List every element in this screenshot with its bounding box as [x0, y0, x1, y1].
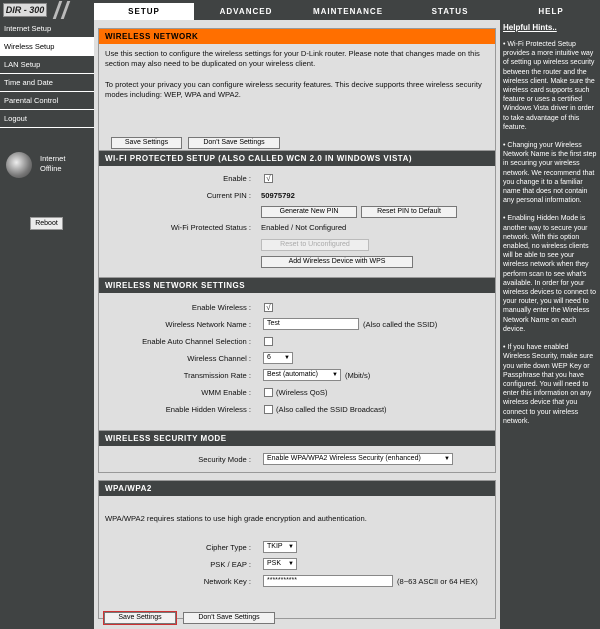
sidebar: [0, 20, 94, 629]
auto-channel-checkbox[interactable]: [264, 337, 273, 346]
current-pin-value: 50975792: [261, 191, 295, 200]
sidebar-item-wireless-setup[interactable]: Wireless Setup: [0, 38, 94, 56]
bottom-save-settings-button[interactable]: Save Settings: [104, 612, 176, 624]
intro-text: Use this section to configure the wireless settings for your D-Link router. Please note that changes made on this section may also need to be duplicated on your wireless client.: [105, 49, 480, 68]
panel-title: WIRELESS NETWORK: [99, 29, 495, 44]
logo-area: [0, 0, 94, 20]
helpful-hints-panel: [500, 20, 600, 629]
hint-item: • Wi-Fi Protected Setup provides a more intuitive way of setting up wireless security between the router and the wireless client. Make sure the wireless card supports such feature or uses a certified Windows Vista driver in order to take advantage of this feature.: [503, 41, 595, 131]
network-key-note: (8~63 ASCII or 64 HEX): [397, 577, 478, 586]
chevron-down-icon: ▼: [288, 561, 294, 567]
sidebar-item-internet-setup[interactable]: Internet Setup: [0, 20, 94, 38]
tab-maintenance[interactable]: MAINTENANCE: [298, 3, 398, 20]
enable-wireless-checkbox[interactable]: √: [264, 303, 273, 312]
rate-select[interactable]: [263, 369, 341, 381]
security-mode-panel: [98, 430, 496, 473]
tab-setup[interactable]: SETUP: [94, 3, 194, 20]
hidden-wireless-note: (Also called the SSID Broadcast): [276, 405, 387, 414]
wireless-network-panel: [98, 28, 496, 164]
security-mode-select[interactable]: [263, 453, 453, 465]
wmm-checkbox[interactable]: [264, 388, 273, 397]
top-bar: [0, 0, 600, 20]
bottom-dont-save-settings-button[interactable]: Don't Save Settings: [183, 612, 275, 624]
panel-title: WIRELESS NETWORK SETTINGS: [99, 278, 495, 293]
logo-slash-icon: [61, 1, 71, 19]
wpa-panel: [98, 480, 496, 619]
network-key-label: Network Key :: [203, 577, 251, 586]
enable-wireless-label: Enable Wireless :: [191, 303, 251, 312]
product-logo: DIR - 300: [3, 3, 47, 17]
wpa-description: WPA/WPA2 requires stations to use high grade encryption and authentication.: [105, 514, 367, 523]
hint-item: • If you have enabled Wireless Security, make sure you write down WEP Key or Passphrase that you have configured. You will need to enter this information on any wireless device that you connect to your wireless network.: [503, 344, 594, 425]
psk-eap-select[interactable]: [263, 558, 297, 570]
hint-item: • Enabling Hidden Mode is another way to secure your network. With this option enabled, no wireless clients will be able to see your wireless network when they perform scan to see what's available. In order for your wireless devices to connect to your router, you will need to manually enter the Wireless Network Name on each device.: [503, 215, 596, 333]
psk-eap-label: PSK / EAP :: [210, 560, 251, 569]
internet-status-line1: Internet: [40, 154, 66, 163]
tab-help[interactable]: HELP: [502, 3, 600, 20]
internet-status-text: [40, 154, 65, 174]
add-wps-device-button[interactable]: Add Wireless Device with WPS: [261, 256, 413, 268]
sidebar-item-lan-setup[interactable]: LAN Setup: [0, 56, 94, 74]
tab-advanced[interactable]: ADVANCED: [196, 3, 296, 20]
reset-unconfigured-button[interactable]: Reset to Unconfigured: [261, 239, 369, 251]
wps-status-label: Wi-Fi Protected Status :: [170, 223, 251, 232]
chevron-down-icon: ▼: [284, 355, 290, 361]
current-pin-label: Current PIN :: [206, 191, 251, 200]
security-mode-value: Enable WPA/WPA2 Wireless Security (enhanced): [267, 455, 421, 462]
hidden-wireless-checkbox[interactable]: [264, 405, 273, 414]
auto-channel-label: Enable Auto Channel Selection :: [142, 337, 251, 346]
rate-unit: (Mbit/s): [345, 371, 371, 380]
privacy-text: To protect your privacy you can configure wireless security features. This decive supports three wireless security modes including: WEP, WPA and WPA2.: [105, 80, 482, 99]
globe-icon: [6, 152, 32, 178]
hidden-wireless-label: Enable Hidden Wireless :: [165, 405, 251, 414]
dont-save-settings-button[interactable]: Don't Save Settings: [188, 137, 280, 149]
chevron-down-icon: ▼: [444, 456, 450, 462]
reboot-button[interactable]: Reboot: [30, 217, 63, 230]
network-name-input[interactable]: Test: [263, 318, 359, 330]
psk-eap-value: PSK: [267, 560, 282, 567]
network-name-label: Wireless Network Name :: [165, 320, 251, 329]
panel-title: WPA/WPA2: [99, 481, 495, 496]
wmm-note: (Wireless QoS): [276, 388, 328, 397]
wmm-label: WMM Enable :: [201, 388, 251, 397]
wps-status-value: Enabled / Not Configured: [261, 223, 347, 232]
channel-select[interactable]: [263, 352, 293, 364]
wps-panel: [98, 150, 496, 287]
panel-title: WIRELESS SECURITY MODE: [99, 431, 495, 446]
sidebar-item-logout[interactable]: Logout: [0, 110, 94, 128]
cipher-type-select[interactable]: [263, 541, 297, 553]
save-settings-button[interactable]: Save Settings: [111, 137, 182, 149]
ssid-note: (Also called the SSID): [363, 320, 438, 329]
wireless-settings-panel: [98, 277, 496, 434]
internet-status: [6, 152, 90, 182]
chevron-down-icon: ▼: [288, 544, 294, 550]
hint-item: • Changing your Wireless Network Name is the first step in securing your wireless network. We recommend that you change it to a familiar name that does not contain any personal information.: [503, 142, 597, 205]
wps-enable-label: Enable :: [223, 174, 251, 183]
sidebar-item-time-and-date[interactable]: Time and Date: [0, 74, 94, 92]
panel-title: WI-FI PROTECTED SETUP (ALSO CALLED WCN 2.0 IN WINDOWS VISTA): [99, 151, 495, 166]
reset-pin-button[interactable]: Reset PIN to Default: [361, 206, 457, 218]
hints-title: Helpful Hints..: [503, 23, 557, 32]
main-content: [94, 20, 500, 629]
rate-value: Best (automatic): [267, 371, 318, 378]
rate-label: Transmission Rate :: [183, 371, 251, 380]
cipher-type-value: TKIP: [267, 543, 283, 550]
network-key-input[interactable]: ***********: [263, 575, 393, 587]
sidebar-item-parental-control[interactable]: Parental Control: [0, 92, 94, 110]
cipher-type-label: Cipher Type :: [205, 543, 251, 552]
tab-status[interactable]: STATUS: [400, 3, 500, 20]
wps-enable-checkbox[interactable]: √: [264, 174, 273, 183]
channel-label: Wireless Channel :: [187, 354, 251, 363]
internet-status-line2: Offline: [40, 164, 62, 173]
generate-pin-button[interactable]: Generate New PIN: [261, 206, 357, 218]
chevron-down-icon: ▼: [332, 372, 338, 378]
channel-value: 6: [267, 354, 271, 361]
security-mode-label: Security Mode :: [198, 455, 251, 464]
